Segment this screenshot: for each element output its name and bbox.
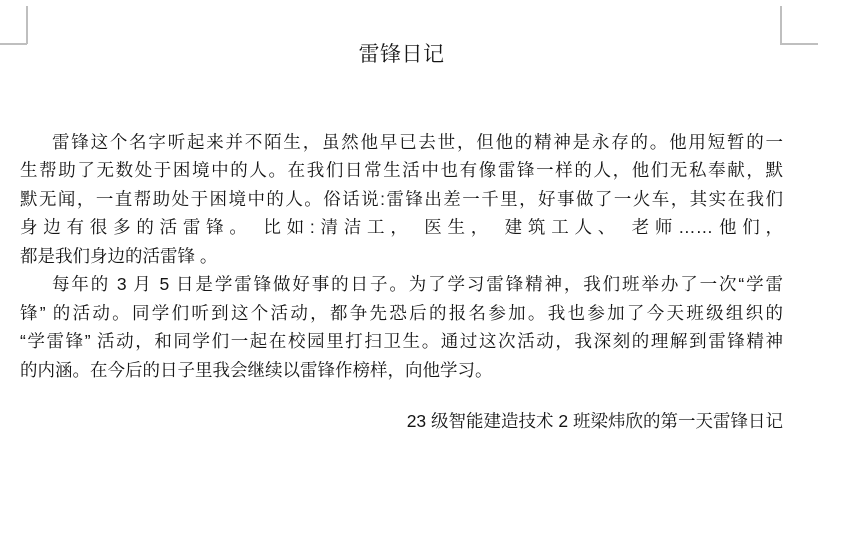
body-line[interactable]: 的内涵。在今后的日子里我会继续以雷锋作榜样，向他学习。 <box>20 359 493 380</box>
body-line[interactable]: “学雷锋” 活动，和同学们一起在校园里打扫卫生。通过这次活动，我深刻的理解到雷锋精神 <box>20 331 783 352</box>
body-line[interactable]: 每年的 3 月 5 日是学雷锋做好事的日子。为了学习雷锋精神，我们班举办了一次“学雷 <box>52 274 783 295</box>
document-body <box>20 128 783 384</box>
margin-crop-mark-top-right-vertical <box>780 6 782 44</box>
body-line[interactable]: 锋” 的活动。同学们听到这个活动，都争先恐后的报名参加。我也参加了今天班级组织的 <box>20 302 783 323</box>
document-title[interactable]: 雷锋日记 <box>358 43 445 66</box>
body-line[interactable]: 生帮助了无数处于困境中的人。在我们日常生活中也有像雷锋一样的人，他们无私奉献，默 <box>20 160 783 181</box>
body-line[interactable]: 雷锋这个名字听起来并不陌生，虽然他早已去世，但他的精神是永存的。他用短暂的一 <box>52 132 783 152</box>
margin-crop-mark-top-right-horizontal <box>780 43 818 45</box>
body-line[interactable]: 默无闻，一直帮助处于困境中的人。俗话说:雷锋出差一千里，好事做了一火车，其实在我们 <box>20 188 783 209</box>
signature-line[interactable]: 23 级智能建造技术 2 班梁炜欣的第一天雷锋日记 <box>406 411 783 431</box>
signature-block <box>20 407 783 435</box>
body-line[interactable]: 都是我们身边的活雷锋 。 <box>20 245 218 266</box>
title-block <box>20 42 783 68</box>
margin-crop-mark-top-left-vertical <box>26 6 28 44</box>
body-line[interactable]: 身边有很多的活雷锋。 比如:清洁工， 医生， 建筑工人、 老师……他们， <box>20 217 783 238</box>
